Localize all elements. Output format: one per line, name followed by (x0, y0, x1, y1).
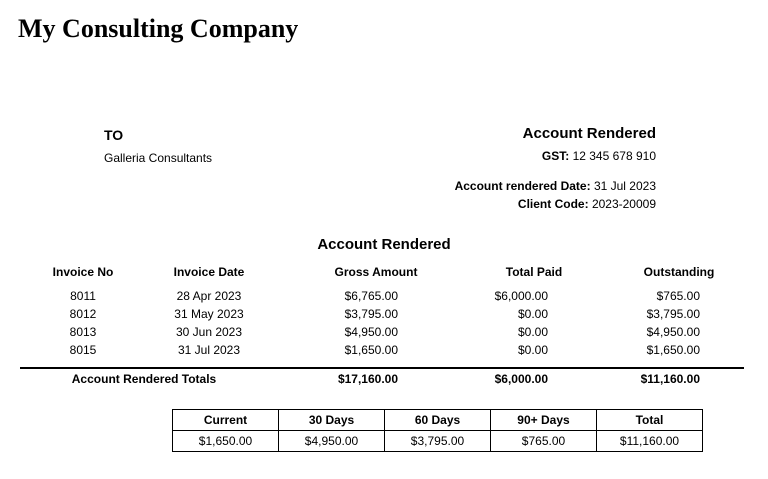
cell-outstanding: $1,650.00 (646, 343, 700, 357)
section-title: Account Rendered (317, 236, 451, 253)
aging-summary-table (172, 409, 703, 452)
aging-header-total: Total (597, 410, 703, 431)
gst-line (542, 149, 656, 163)
aging-value-current: $1,650.00 (173, 431, 279, 452)
cell-invoice-no: 8012 (69, 307, 97, 321)
account-date-label: Account rendered Date: (454, 179, 591, 193)
cell-gross-amount: $4,950.00 (344, 325, 398, 339)
cell-gross-amount: $6,765.00 (344, 289, 398, 303)
cell-invoice-date: 30 Jun 2023 (175, 325, 243, 339)
aging-header-row (173, 410, 703, 431)
aging-header-90-plus-days: 90+ Days (491, 410, 597, 431)
header-gross-amount: Gross Amount (334, 265, 418, 279)
recipient-name: Galleria Consultants (104, 151, 213, 165)
account-date-line (455, 179, 656, 193)
aging-header-30-days: 30 Days (279, 410, 385, 431)
header-outstanding: Outstanding (643, 265, 715, 279)
cell-total-paid: $0.00 (517, 307, 548, 321)
gst-value: 12 345 678 910 (572, 149, 656, 163)
cell-invoice-date: 31 May 2023 (174, 307, 244, 321)
aging-header-60-days: 60 Days (385, 410, 491, 431)
company-name: My Consulting Company (18, 14, 299, 43)
aging-value-60-days: $3,795.00 (385, 431, 491, 452)
cell-invoice-no: 8015 (69, 343, 97, 357)
aging-header-current: Current (173, 410, 279, 431)
cell-invoice-no: 8013 (69, 325, 97, 339)
totals-divider (20, 367, 744, 369)
cell-gross-amount: $1,650.00 (344, 343, 398, 357)
cell-total-paid: $6,000.00 (494, 289, 548, 303)
header-invoice-no: Invoice No (52, 265, 114, 279)
header-total-paid: Total Paid (505, 265, 563, 279)
cell-invoice-date: 31 Jul 2023 (177, 343, 241, 357)
header-invoice-date: Invoice Date (173, 265, 245, 279)
cell-total-paid: $0.00 (517, 325, 548, 339)
aging-value-total: $11,160.00 (597, 431, 703, 452)
total-outstanding: $11,160.00 (640, 372, 700, 386)
total-gross-amount: $17,160.00 (337, 372, 398, 386)
to-label: TO (104, 127, 124, 143)
cell-outstanding: $3,795.00 (646, 307, 700, 321)
cell-total-paid: $0.00 (517, 343, 548, 357)
cell-gross-amount: $3,795.00 (344, 307, 398, 321)
aging-value-90-plus-days: $765.00 (491, 431, 597, 452)
aging-value-30-days: $4,950.00 (279, 431, 385, 452)
total-paid: $6,000.00 (494, 372, 548, 386)
cell-invoice-date: 28 Apr 2023 (176, 289, 242, 303)
gst-label: GST: (541, 149, 570, 163)
aging-value-row (173, 431, 703, 452)
account-rendered-heading: Account Rendered (522, 125, 656, 142)
totals-label: Account Rendered Totals (71, 372, 217, 386)
client-code-label: Client Code: (517, 197, 589, 211)
cell-invoice-no: 8011 (70, 289, 96, 303)
account-date-value: 31 Jul 2023 (593, 179, 656, 193)
client-code-value: 2023-20009 (591, 197, 656, 211)
cell-outstanding: $4,950.00 (646, 325, 700, 339)
cell-outstanding: $765.00 (656, 289, 700, 303)
client-code-line (518, 197, 656, 211)
